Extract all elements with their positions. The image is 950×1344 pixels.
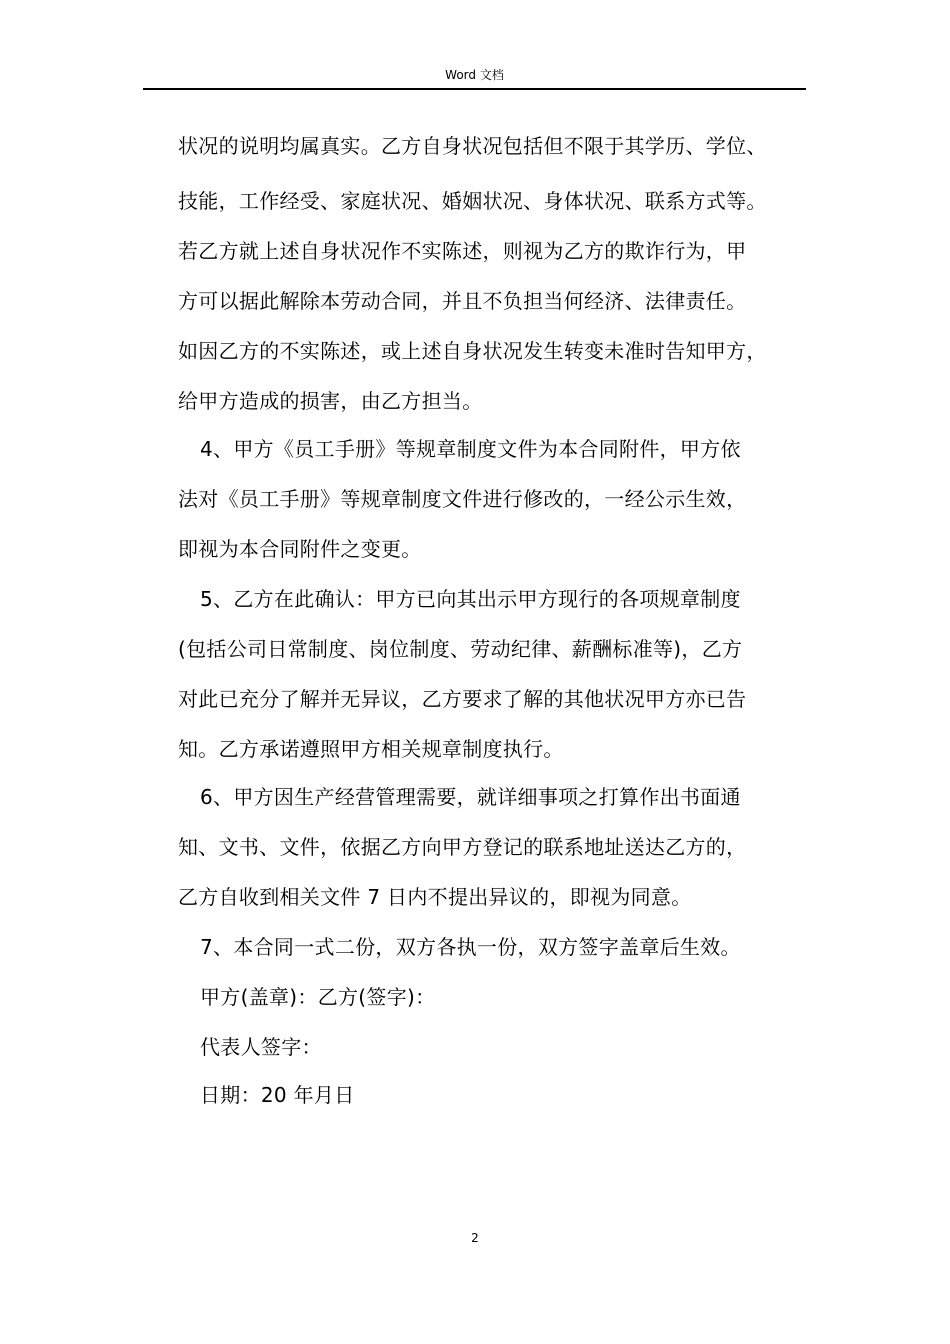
body-line: 若乙方就上述自身状况作不实陈述，则视为乙方的欺诈行为，甲 [178,239,747,263]
body-line: 知。乙方承诺遵照甲方相关规章制度执行。 [178,737,564,761]
body-line: (包括公司日常制度、岗位制度、劳动纪律、薪酬标准等)，乙方 [178,637,743,661]
body-line: 对此已充分了解并无异议，乙方要求了解的其他状况甲方亦已告 [178,687,747,711]
signature-line: 甲方(盖章)：乙方(签字)： [200,985,436,1009]
body-line: 乙方自收到相关文件 7 日内不提出异议的，即视为同意。 [178,885,692,909]
date-line: 日期：20 年月日 [200,1083,355,1107]
body-line: 技能，工作经受、家庭状况、婚姻状况、身体状况、联系方式等。 [178,189,767,213]
body-line: 6、甲方因生产经营管理需要，就详细事项之打算作出书面通 [200,785,741,809]
body-line: 5、乙方在此确认：甲方已向其出示甲方现行的各项规章制度 [200,587,741,611]
body-line: 法对《员工手册》等规章制度文件进行修改的，一经公示生效， [178,487,747,511]
body-line: 知、文书、文件，依据乙方向甲方登记的联系地址送达乙方的， [178,835,747,859]
page-header [143,64,806,90]
body-line: 7、本合同一式二份，双方各执一份，双方签字盖章后生效。 [200,935,741,959]
body-line: 状况的说明均属真实。乙方自身状况包括但不限于其学历、学位、 [178,134,767,158]
representative-line: 代表人签字： [200,1035,322,1059]
header-text: Word 文档 [445,68,504,82]
body-line: 如因乙方的不实陈述，或上述自身状况发生转变未准时告知甲方， [178,339,767,363]
body-line: 方可以据此解除本劳动合同，并且不负担当何经济、法律责任。 [178,289,747,313]
body-line: 4、甲方《员工手册》等规章制度文件为本合同附件，甲方依 [200,437,741,461]
page-number: 2 [471,1231,479,1245]
body-line: 即视为本合同附件之变更。 [178,537,422,561]
body-line: 给甲方造成的损害，由乙方担当。 [178,389,483,413]
